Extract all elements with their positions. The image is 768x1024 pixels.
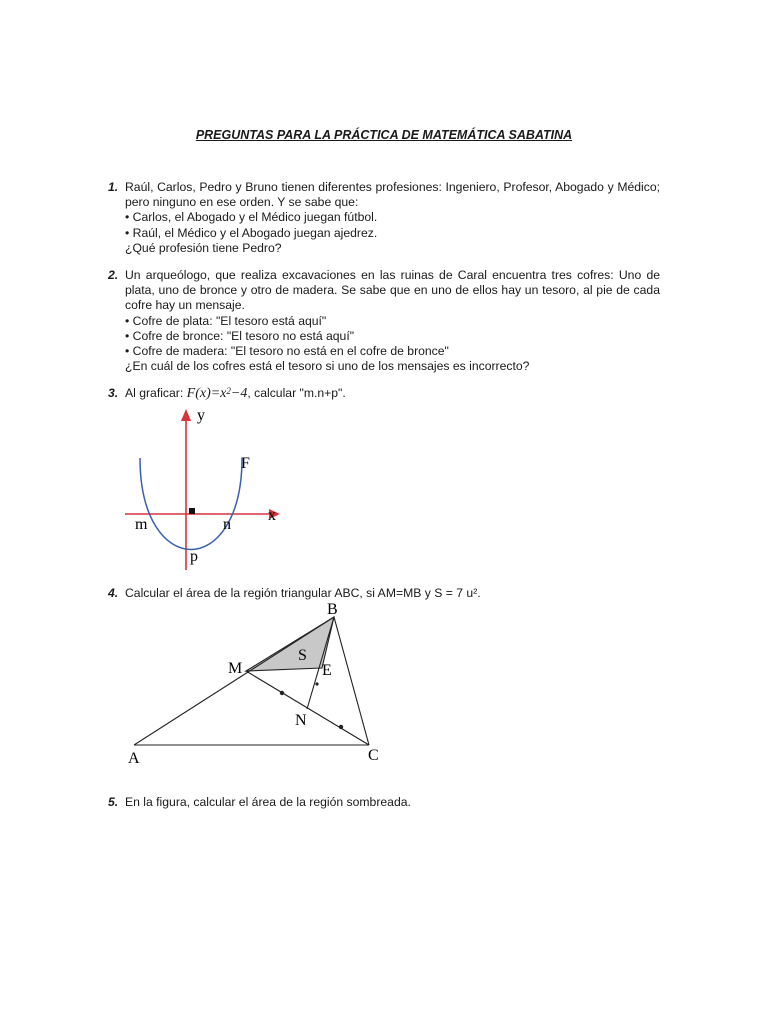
x-axis-label: x: [268, 507, 276, 524]
list-item: ¿Qué profesión tiene Pedro?: [125, 240, 282, 255]
vertex-label-p: p: [190, 548, 198, 565]
list-item: • Cofre de plata: "El tesoro está aquí": [125, 313, 327, 328]
origin-marker: [189, 508, 195, 514]
parabola-curve: [140, 458, 242, 550]
point-label-e: E: [322, 662, 332, 679]
curve-label: F: [241, 455, 250, 472]
point-label-n: N: [295, 712, 307, 729]
list-item: • Carlos, el Abogado y el Médico juegan fútbol.: [125, 210, 378, 225]
region-label-s: S: [298, 647, 307, 664]
parabola-graph: [120, 400, 300, 575]
vertex-label-b: B: [327, 601, 338, 618]
triangle-figure: [120, 598, 400, 770]
question-number: 1.: [108, 180, 119, 194]
list-item: • Cofre de bronce: "El tesoro no está aquí": [125, 328, 355, 343]
list-item: • Cofre de madera: "El tesoro no está en el cofre de bronce": [125, 344, 449, 359]
function-formula: $F(x)=x^2-4$: [186, 386, 248, 401]
question-number: 4.: [108, 586, 119, 600]
question-2: [108, 268, 660, 374]
vertex-label-m: M: [228, 660, 243, 677]
y-axis-label: y: [197, 407, 205, 424]
list-item: ¿En cuál de los cofres está el tesoro si uno de los mensajes es incorrecto?: [125, 359, 530, 374]
y-axis-arrow-icon: [181, 409, 191, 421]
vertex-label-a: A: [128, 750, 140, 767]
vertex-label-c: C: [368, 747, 379, 764]
question-text: Al graficar:: [125, 386, 184, 400]
page-title: PREGUNTAS PARA LA PRÁCTICA DE MATEMÁTICA SABATINA: [195, 128, 573, 142]
question-5: [108, 795, 660, 810]
question-text: Un arqueólogo, que realiza excavaciones en las ruinas de Caral encuentra tres cofres: Uno de plata, uno de bronce y otro de madera. Se sabe que en uno de ellos hay un tesoro, al pie de cada cofre hay un mensaje.: [125, 268, 660, 313]
question-text: En la figura, calcular el área de la región sombreada.: [125, 795, 411, 809]
root-label-n: n: [223, 516, 231, 533]
tick-mark: [280, 691, 284, 695]
tick-mark: [315, 682, 318, 685]
question-number: 5.: [108, 795, 119, 809]
question-text: , calcular "m.n+p".: [247, 386, 346, 400]
question-number: 2.: [108, 268, 119, 282]
question-text: Raúl, Carlos, Pedro y Bruno tienen diferentes profesiones: Ingeniero, Profesor, Abogado y Médico; pero ninguno en ese orden. Y se sabe que:: [125, 180, 660, 210]
question-text: Calcular el área de la región triangular ABC, si AM=MB y S = 7 u².: [125, 586, 481, 600]
list-item: • Raúl, el Médico y el Abogado juegan ajedrez.: [125, 225, 378, 240]
question-1: [108, 180, 660, 256]
root-label-m: m: [135, 516, 148, 533]
tick-mark: [339, 725, 343, 729]
question-number: 3.: [108, 386, 119, 400]
